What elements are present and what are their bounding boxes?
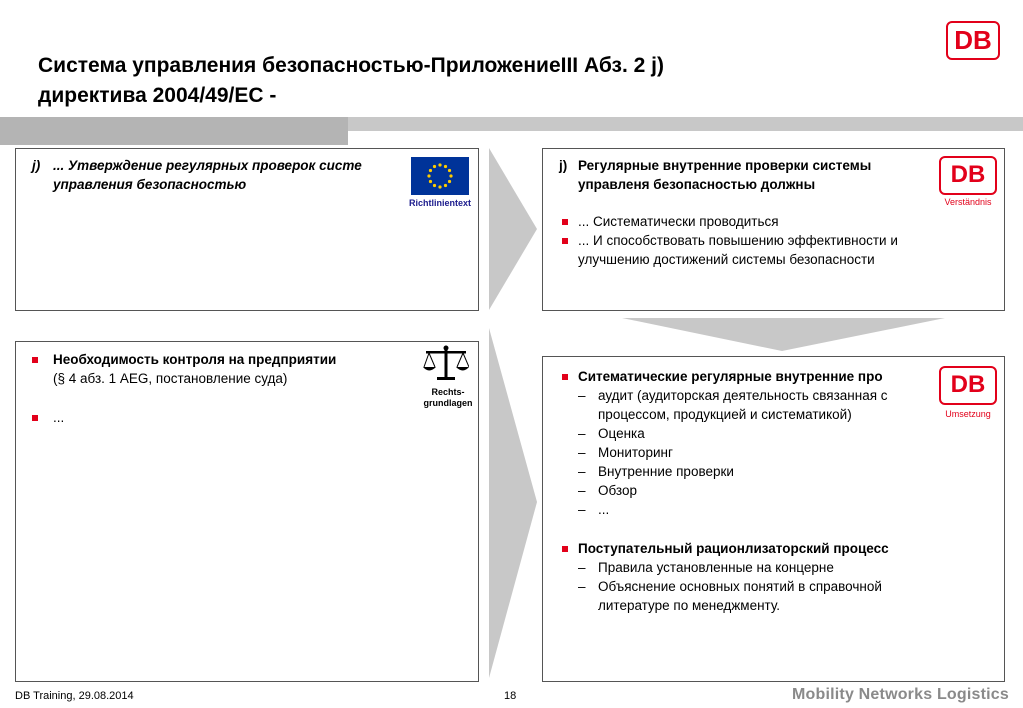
- section1-item-2: Оценка: [598, 426, 645, 441]
- implementation-section1: Ситематические регулярные внутренние про: [578, 369, 883, 384]
- eu-star: [448, 180, 451, 183]
- section1-item-5: Обзор: [598, 483, 637, 498]
- box-understanding: [542, 148, 1005, 311]
- understanding-heading-line1: Регулярные внутренние проверки системы: [578, 158, 872, 173]
- dash-marker: –: [578, 464, 586, 479]
- implementation-section2: Поступательный рационлизаторский процесс: [578, 541, 889, 556]
- arrow-down: [622, 318, 945, 351]
- badge-caption-line2: grundlagen: [423, 398, 473, 408]
- legal-bullet-2: ...: [53, 410, 65, 425]
- eu-star: [427, 174, 430, 177]
- arrow-right-top: [489, 148, 537, 310]
- badge-caption-rechtsgrundlagen: [416, 387, 480, 409]
- arrow-right-bottom: [489, 328, 537, 678]
- section1-item-4: Внутренние проверки: [598, 464, 734, 479]
- badge-caption-verstandnis: Verständnis: [944, 197, 992, 207]
- page-number: 18: [504, 690, 517, 702]
- eu-star: [438, 185, 441, 188]
- box-implementation: [542, 356, 1005, 682]
- badge-caption-line1: Rechts-: [431, 387, 465, 397]
- directive-text-line1: ... Утверждение регулярных проверок систе: [53, 158, 362, 173]
- eu-star: [449, 174, 452, 177]
- understanding-bullet-2-cont: улучшению достижений системы безопасности: [578, 252, 875, 267]
- section2-item-1: Правила установленные на концерне: [598, 560, 834, 575]
- dash-marker: –: [578, 426, 586, 441]
- understanding-bullet-1: ... Систематически проводиться: [578, 214, 779, 229]
- bullet-marker: [562, 219, 568, 225]
- box-directive-text: [15, 148, 479, 311]
- eu-star: [444, 184, 447, 187]
- bullet-marker: [562, 546, 568, 552]
- eu-star: [448, 169, 451, 172]
- dash-marker: –: [578, 502, 586, 517]
- dash-marker: –: [578, 483, 586, 498]
- directive-text-line2: управления безопасностью: [53, 177, 247, 192]
- dash-marker: –: [578, 445, 586, 460]
- page-title-line2: директива 2004/49/EC -: [38, 84, 277, 107]
- db-logo: DB: [946, 21, 1000, 60]
- footer-brand: Mobility Networks Logistics: [792, 686, 1009, 703]
- badge-caption-richtlinientext: Richtlinientext: [408, 198, 471, 208]
- footer-left: DB Training, 29.08.2014: [15, 690, 134, 702]
- eu-star: [433, 165, 436, 168]
- dash-marker: –: [578, 560, 586, 575]
- db-logo-umsetzung: DB: [939, 366, 997, 405]
- page-title-line1: Система управления безопасностью-ПриложениеIII Абз. 2 j): [38, 54, 664, 77]
- understanding-heading-line2: управленя безопасностью должны: [578, 177, 816, 192]
- legal-bullet-1-detail: (§ 4 абз. 1 AEG, постановление суда): [53, 371, 288, 386]
- bullet-marker: [562, 374, 568, 380]
- badge-caption-umsetzung: Umsetzung: [945, 409, 991, 419]
- bullet-marker: [562, 238, 568, 244]
- item-marker: j): [32, 158, 41, 173]
- box-legal-basis: [15, 341, 479, 682]
- eu-flag-icon: [411, 157, 469, 195]
- section1-item-3: Мониторинг: [598, 445, 673, 460]
- legal-bullet-1: Необходимость контроля на предприятии: [53, 352, 337, 367]
- bullet-marker: [32, 415, 38, 421]
- dash-marker: –: [578, 388, 586, 403]
- dash-marker: –: [578, 579, 586, 594]
- eu-star: [444, 165, 447, 168]
- db-logo-verstandnis: DB: [939, 156, 997, 195]
- eu-star: [429, 180, 432, 183]
- eu-star: [429, 169, 432, 172]
- section1-item-1: аудит (аудиторская деятельность связанная с: [598, 388, 888, 403]
- eu-star: [433, 184, 436, 187]
- scales-icon: [423, 345, 469, 385]
- eu-star: [438, 163, 441, 166]
- bullet-marker: [32, 357, 38, 363]
- item-marker: j): [559, 158, 568, 173]
- section1-item-1-cont: процессом, продукцией и систематикой): [598, 407, 852, 422]
- section1-item-6: ...: [598, 502, 610, 517]
- section2-item-2: Объяснение основных понятий в справочной: [598, 579, 882, 594]
- understanding-bullet-2: ... И способствовать повышению эффективности и: [578, 233, 898, 248]
- section2-item-2-cont: литературе по менеджменту.: [598, 598, 781, 613]
